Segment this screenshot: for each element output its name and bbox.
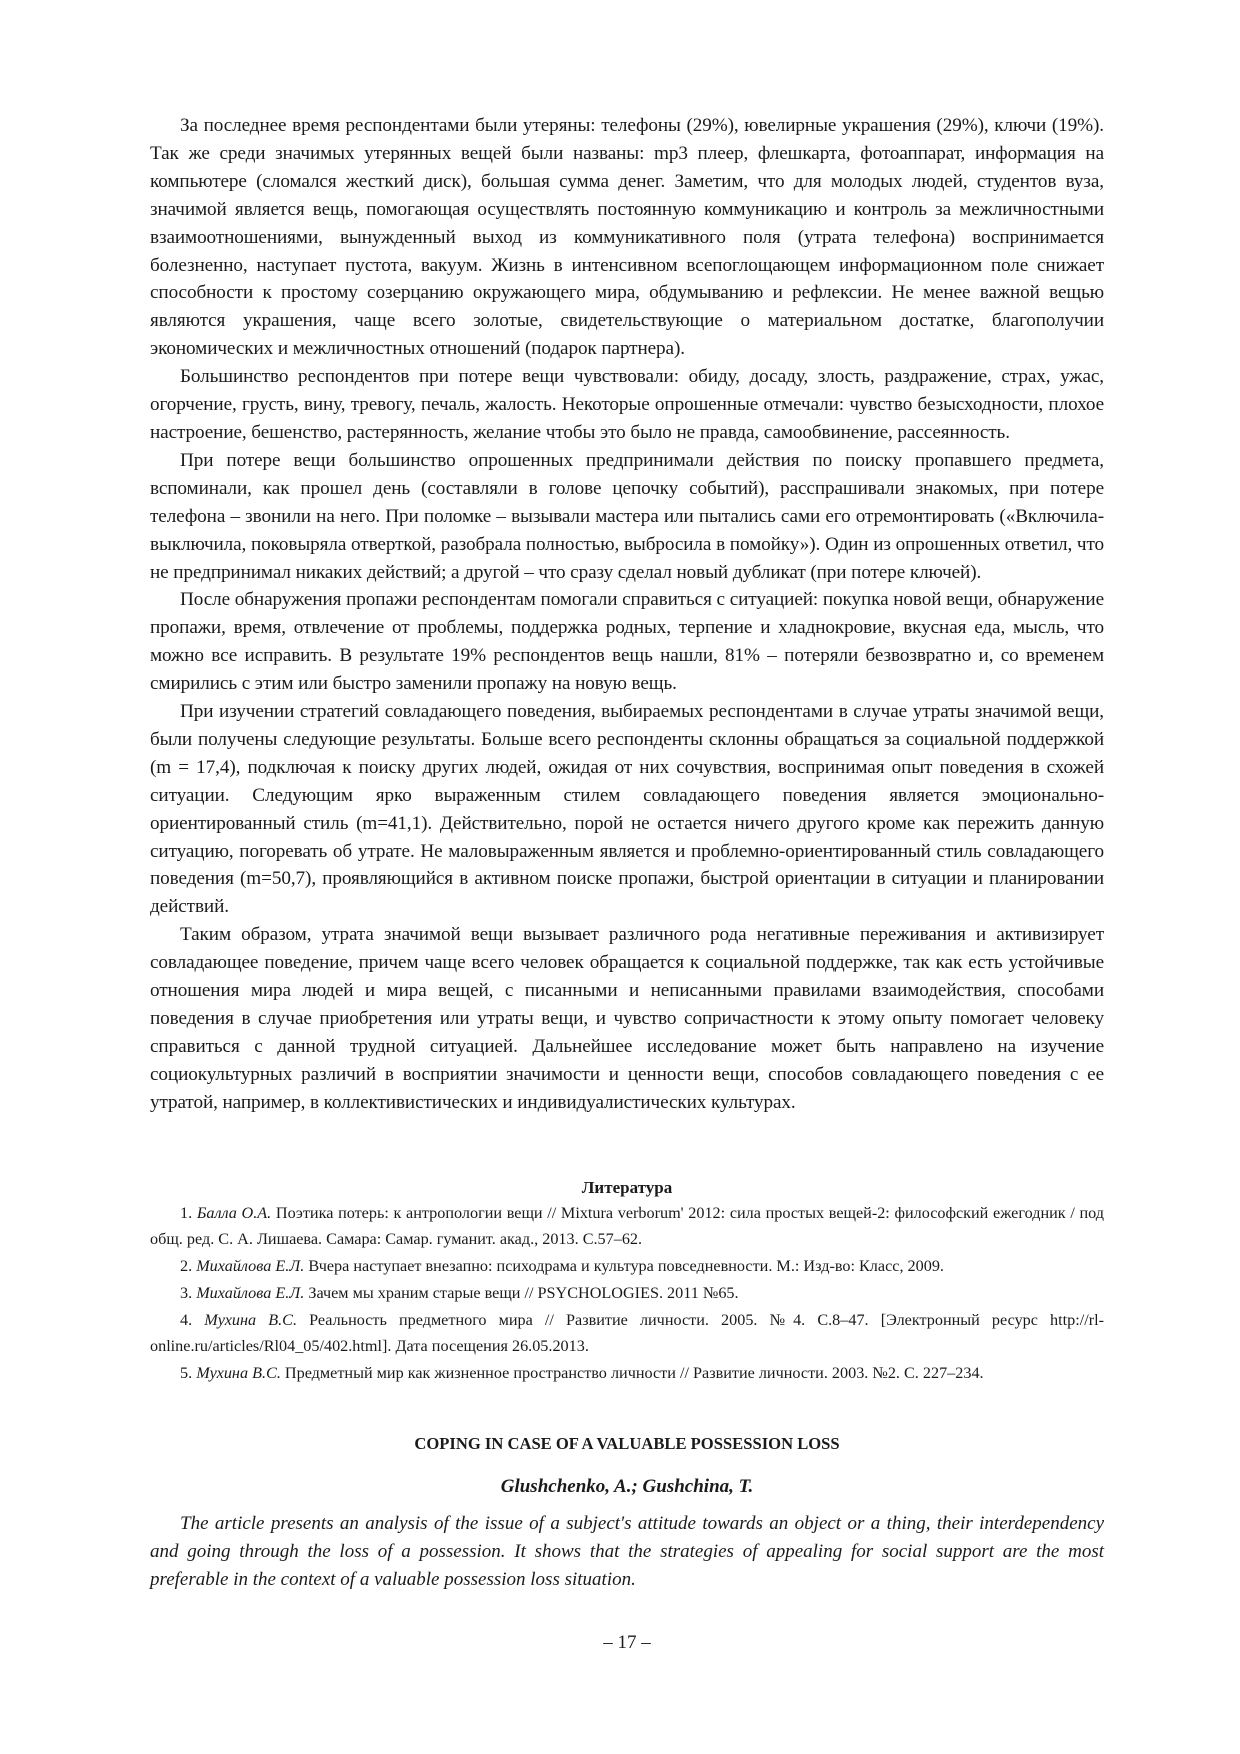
body-paragraph: После обнаружения пропажи респондентам помогали справиться с ситуацией: покупка новой вещи, обнаружение пропажи, время, отвлечение от проблемы, поддержка родных, терпение и хладнокровие, вкусная еда, мысль, что можно все исправить. В результате 19% респондентов вещь нашли, 81% – потеряли безвозвратно и, со временем смирились с этим или быстро заменили пропажу на новую вещь. xyxy=(150,589,1104,695)
english-abstract: The article presents an analysis of the issue of a subject's attitude towards an object or a thing, their interdependency and going through the loss of a possession. It shows that the strategies of appealing for social support are the most preferable in the context of a valuable possession loss situation. xyxy=(150,1513,1104,1590)
body-paragraph: Таким образом, утрата значимой вещи вызывает различного рода негативные переживания и активизирует совладающее поведение, причем чаще всего человек обращается к социальной поддержке, так как есть устойчивые отношения мира людей и мира вещей, с писанными и неписанными правилами взаимодействия, способами поведения в случае приобретения или утраты вещи, и чувство сопричастности к этому опыту помогает человеку справиться с данной трудной ситуацией. Дальнейшее исследование может быть направлено на изучение социокультурных различий в восприятии значимости и ценности вещи, способов совладающего поведения с ее утратой, например, в коллективистических и индивидуалистических культурах. xyxy=(150,924,1104,1113)
reference-number: 4. xyxy=(180,1311,193,1329)
body-paragraph: При потере вещи большинство опрошенных предпринимали действия по поиску пропавшего предмета, вспоминали, как прошел день (составляли в голове цепочку событий), расспрашивали знакомых, при потере телефона – звонили на него. При поломке – вызывали мастера или пытались сами его отремонтировать («Включила-выключила, поковыряла отверткой, разобрала полностью, выбросила в помойку»). Один из опрошенных ответил, что не предпринимал никаких действий; а другой – что сразу сделал новый дубликат (при потере ключей). xyxy=(150,449,1104,583)
reference-text: Зачем мы храним старые вещи // PSYCHOLOGIES. 2011 №65. xyxy=(308,1284,739,1302)
reference-author: Мухина В.С. xyxy=(196,1364,281,1382)
article-body xyxy=(150,112,1104,1117)
body-paragraph: Большинство респондентов при потере вещи чувствовали: обиду, досаду, злость, раздражение, страх, ужас, огорчение, грусть, вину, тревогу, печаль, жалость. Некоторые опрошенные отмечали: чувство безысходности, плохое настроение, бешенство, растерянность, желание чтобы это было не правда, самообвинение, рассеянность. xyxy=(150,366,1104,443)
reference-author: Михайлова Е.Л. xyxy=(196,1257,305,1275)
reference-item xyxy=(150,1360,1104,1386)
reference-number: 2. xyxy=(180,1257,193,1275)
reference-item xyxy=(150,1253,1104,1279)
reference-text: Реальность предметного мира // Развитие личности. 2005. №4. С.8–47. [Электронный ресурс http://rl-online.ru/articles/Rl04_05/402.html]. Дата посещения 26.05.2013. xyxy=(150,1311,1105,1355)
english-title: COPING IN CASE OF A VALUABLE POSSESSION LOSS xyxy=(414,1434,840,1453)
reference-item xyxy=(150,1280,1104,1306)
reference-number: 1. xyxy=(180,1204,193,1222)
reference-text: Поэтика потерь: к антропологии вещи // Mixtura verborum' 2012: сила простых вещей-2: философский ежегодник / под общ. ред. С. А. Лишаева. Самара: Самар. гуманит. акад., 2013. С.57–62. xyxy=(150,1204,1105,1248)
references-heading: Литература xyxy=(581,1178,673,1197)
reference-item xyxy=(150,1200,1104,1252)
body-paragraph: За последнее время респондентами были утеряны: телефоны (29%), ювелирные украшения (29%), ключи (19%). Так же среди значимых утерянных вещей были названы: mp3 плеер, флешкарта, фотоаппарат, информация на компьютере (сломался жесткий диск), большая сумма денег. Заметим, что для молодых людей, студентов вуза, значимой является вещь, помогающая осуществлять постоянную коммуникацию и контроль за межличностными взаимоотношениями, вынужденный выход из коммуникативного поля (утрата телефона) воспринимается болезненно, наступает пустота, вакуум. Жизнь в интенсивном всепоглощающем информационном поле снижает способности к простому созерцанию окружающего мира, обдумыванию и рефлексии. Не менее важной вещью являются украшения, чаще всего золотые, свидетельствующие о материальном достатке, благополучии экономических и межличностных отношений (подарок партнера). xyxy=(150,115,1104,360)
reference-number: 5. xyxy=(180,1364,193,1382)
reference-author: Балла О.А. xyxy=(196,1204,272,1222)
reference-author: Михайлова Е.Л. xyxy=(196,1284,305,1302)
english-authors: Glushchenko, A.; Gushchina, T. xyxy=(500,1476,754,1497)
page-number: – 17 – xyxy=(603,1632,651,1653)
reference-number: 3. xyxy=(180,1284,193,1302)
body-paragraph: При изучении стратегий совладающего поведения, выбираемых респондентами в случае утраты значимой вещи, были получены следующие результаты. Больше всего респонденты склонны обращаться за социальной поддержкой (m = 17,4), подключая к поиску других людей, ожидая от них сочувствия, воспринимая опыт поведения в схожей ситуации. Следующим ярко выраженным стилем совладающего поведения является эмоционально-ориентированный стиль (m=41,1). Действительно, порой не остается ничего другого кроме как пережить данную ситуацию, погоревать об утрате. Не маловыраженным является и проблемно-ориентированный стиль совладающего поведения (m=50,7), проявляющийся в активном поиске пропажи, быстрой ориентации в ситуации и планировании действий. xyxy=(150,701,1104,918)
reference-author: Мухина В.С. xyxy=(204,1311,297,1329)
reference-text: Вчера наступает внезапно: психодрама и культура повседневности. М.: Изд-во: Класс, 2009. xyxy=(308,1257,944,1275)
reference-text: Предметный мир как жизненное пространство личности // Развитие личности. 2003. №2. С. 227–234. xyxy=(284,1364,984,1382)
references-list xyxy=(150,1200,1104,1387)
reference-item xyxy=(150,1307,1104,1359)
